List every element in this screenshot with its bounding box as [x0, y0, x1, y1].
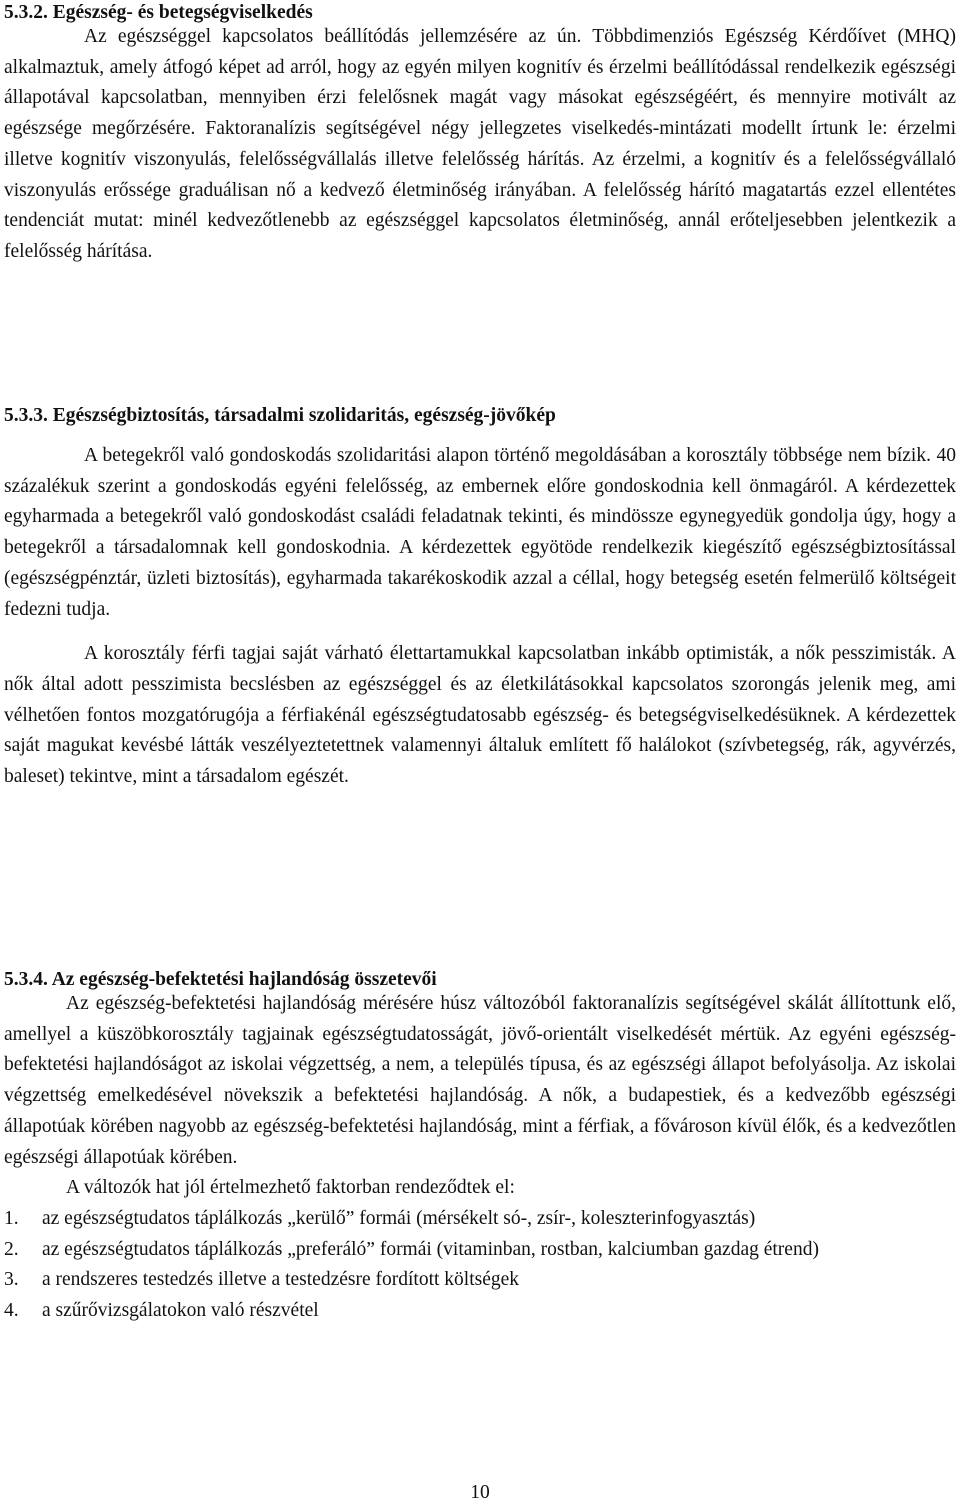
list-item-text: a rendszeres testedzés illetve a testedzésre fordított költségek	[42, 1269, 520, 1291]
section-paragraph: A változók hat jól értelmezhető faktorban rendeződtek el:	[66, 1177, 515, 1199]
list-item	[4, 1204, 956, 1235]
section-5-3-4	[4, 969, 956, 1327]
list-item-number: 1.	[4, 1207, 19, 1229]
factor-list	[4, 1204, 956, 1327]
section-number: 5.3.4.	[4, 969, 48, 990]
list-item-text: az egészségtudatos táplálkozás „kerülő” formái (mérsékelt só-, zsír-, koleszterinfogyasztás)	[42, 1207, 756, 1229]
section-heading	[4, 969, 956, 991]
section-paragraph: Az egészség-befektetési hajlandóság mérésére húsz változóból faktoranalízis segítségével skálát állítottunk elő, amellyel a küszöbkorosztály tagjainak egészségtudatosságát, jövő-orientált viselkedését mértük. Az egyéni egészség-befektetési hajlandóságot az iskolai végzettség, a nem, a település típusa, és az egészségi állapot befolyásolja. Az iskolai végzettség emelkedésével növekszik a befektetési hajlandóság. A nők, a budapestiek, és a kedvezőbb egészségi állapotúak körében nagyobb az egészség-befektetési hajlandóság, mint a férfiak, a fővároson kívül élők, és a kedvezőtlen egészségi állapotúak körében.	[4, 993, 956, 1168]
list-item	[4, 1265, 956, 1296]
page-number: 10	[470, 1482, 490, 1503]
list-item-text: a szűrővizsgálatokon való részvétel	[42, 1300, 319, 1322]
section-title: Egészség- és betegségviselkedés	[52, 2, 313, 23]
section-number: 5.3.2.	[4, 2, 48, 23]
list-item	[4, 1296, 956, 1327]
list-item-number: 4.	[4, 1300, 19, 1322]
section-5-3-3	[4, 405, 956, 793]
section-paragraph: A betegekről való gondoskodás szolidaritási alapon történő megoldásában a korosztály többsége nem bízik. 40 százalékuk szerint a gondoskodás egyéni felelősség, az embernek előre gondoskodnia kell önmagáról. A kérdezettek egyharmada a betegekről való gondoskodást családi feladatnak tekinti, és mindössze egynegyedük gondolja úgy, hogy a betegekről a társadalomnak kell gondoskodnia. A kérdezettek egyötöde rendelkezik kiegészítő egészségbiztosítással (egészségpénztár, üzleti biztosítás), egyharmada takarékoskodik azzal a céllal, hogy betegség esetén felmerülő költségeit fedezni tudja.	[4, 445, 956, 620]
section-5-3-2	[4, 2, 956, 268]
section-heading	[4, 405, 956, 427]
section-paragraph: Az egészséggel kapcsolatos beállítódás jellemzésére az ún. Többdimenziós Egészség Kérdőívet (MHQ) alkalmaztuk, amely átfogó képet ad arról, hogy az egyén milyen kognitív és érzelmi beállítódással rendelkezik egészségi állapotával kapcsolatban, mennyiben érzi felelősnek magát vagy másokat egészségéért, és mennyire motivált az egészsége megőrzésére. Faktoranalízis segítségével négy jellegzetes viselkedés-mintázati modellt írtunk le: érzelmi illetve kognitív viszonyulás, felelősségvállalás illetve felelősség hárítás. Az érzelmi, a kognitív és a felelősségvállaló viszonyulás erőssége graduálisan nő a kedvező életminőség irányában. A felelősség hárító magatartás ezzel ellentétes tendenciát mutat: minél kedvezőtlenebb az egészséggel kapcsolatos életminőség, annál erőteljesebben jelentkezik a felelősség hárítása.	[4, 26, 956, 262]
section-title: Egészségbiztosítás, társadalmi szolidaritás, egészség-jövőkép	[52, 405, 556, 426]
list-item-number: 3.	[4, 1269, 19, 1291]
section-paragraph: A korosztály férfi tagjai saját várható élettartamukkal kapcsolatban inkább optimisták, a nők pesszimisták. A nők által adott pesszimista becslésben az egészséggel és az életkilátásokkal kapcsolatos szorongás jelenik meg, ami vélhetően fontos mozgatórugója a férfiakénál egészségtudatosabb egészség- és betegségviselkedésüknek. A kérdezettek saját magukat kevésbé látták veszélyeztetettnek valamennyi általuk említett fő halálokot (szívbetegség, rák, agyvérzés, baleset) tekintve, mint a társadalom egészét.	[4, 643, 956, 788]
section-number: 5.3.3.	[4, 405, 48, 426]
list-item	[4, 1235, 956, 1266]
section-heading	[4, 2, 956, 24]
section-title: Az egészség-befektetési hajlandóság összetevői	[51, 969, 437, 990]
list-item-number: 2.	[4, 1238, 19, 1260]
list-item-text: az egészségtudatos táplálkozás „preferáló” formái (vitaminban, rostban, kalciumban gazdag étrend)	[42, 1238, 819, 1260]
